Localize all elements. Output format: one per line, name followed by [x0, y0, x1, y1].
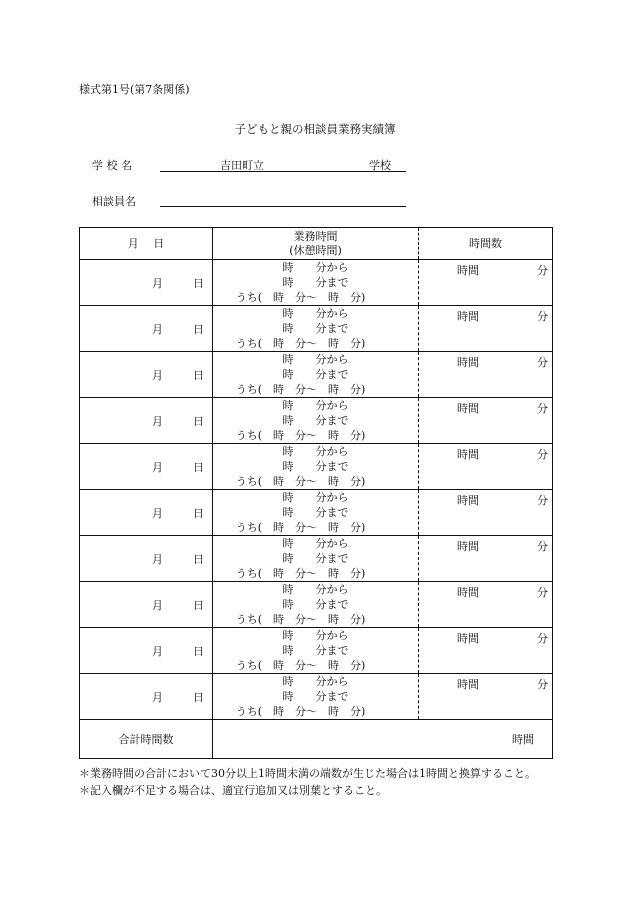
- day-label: 日: [193, 644, 204, 658]
- work-time-cell[interactable]: [213, 260, 419, 306]
- day-label: 日: [193, 460, 204, 474]
- form-number: 様式第1号(第7条関係): [79, 83, 190, 96]
- table-row: [80, 352, 553, 398]
- table-row: [80, 582, 553, 628]
- start-time-label: 時 分から: [282, 537, 349, 550]
- counselor-label: 相談員名: [92, 195, 136, 208]
- hour-unit-label: 時間: [457, 310, 479, 323]
- work-time-cell[interactable]: [213, 306, 419, 352]
- work-time-cell[interactable]: [213, 490, 419, 536]
- hour-unit-label: 時間: [457, 402, 479, 415]
- break-time-label: うち( 時 分～ 時 分): [235, 567, 366, 580]
- day-label: 日: [193, 690, 204, 704]
- hour-unit-label: 時間: [457, 632, 479, 645]
- work-time-cell[interactable]: [213, 628, 419, 674]
- work-time-cell[interactable]: [213, 352, 419, 398]
- minute-unit-label: 分: [537, 264, 548, 277]
- total-row: [80, 720, 553, 759]
- break-time-label: うち( 時 分～ 時 分): [235, 337, 366, 350]
- table-row: [80, 260, 553, 306]
- date-column-header: 月 日: [80, 228, 213, 260]
- end-time-label: 時 分まで: [282, 690, 349, 703]
- break-time-label: うち( 時 分～ 時 分): [235, 383, 366, 396]
- month-label: 月: [152, 276, 163, 290]
- day-label: 日: [193, 276, 204, 290]
- break-time-label: うち( 時 分～ 時 分): [235, 613, 366, 626]
- hour-unit-label: 時間: [457, 586, 479, 599]
- start-time-label: 時 分から: [282, 445, 349, 458]
- table-row: [80, 628, 553, 674]
- minute-unit-label: 分: [537, 586, 548, 599]
- counselor-name-line[interactable]: [160, 206, 406, 207]
- table-row: [80, 306, 553, 352]
- start-time-label: 時 分から: [282, 675, 349, 688]
- break-time-label: うち( 時 分～ 時 分): [235, 291, 366, 304]
- month-label: 月: [152, 690, 163, 704]
- start-time-label: 時 分から: [282, 583, 349, 596]
- hour-unit-label: 時間: [457, 448, 479, 461]
- hours-cell[interactable]: [419, 260, 553, 306]
- hours-cell[interactable]: [419, 306, 553, 352]
- hours-cell[interactable]: [419, 674, 553, 720]
- date-cell[interactable]: [80, 398, 213, 444]
- school-suffix: 学校: [369, 159, 391, 172]
- end-time-label: 時 分まで: [282, 552, 349, 565]
- break-time-label: うち( 時 分～ 時 分): [235, 429, 366, 442]
- day-label: 日: [193, 552, 204, 566]
- work-time-column-header: [213, 228, 419, 260]
- end-time-label: 時 分まで: [282, 276, 349, 289]
- start-time-label: 時 分から: [282, 399, 349, 412]
- break-time-label: うち( 時 分～ 時 分): [235, 521, 366, 534]
- day-label: 日: [193, 368, 204, 382]
- minute-unit-label: 分: [537, 448, 548, 461]
- date-cell[interactable]: [80, 306, 213, 352]
- work-log-table: [79, 227, 553, 759]
- date-cell[interactable]: [80, 352, 213, 398]
- date-cell[interactable]: [80, 674, 213, 720]
- hours-cell[interactable]: [419, 352, 553, 398]
- hours-cell[interactable]: [419, 490, 553, 536]
- table-row: [80, 536, 553, 582]
- end-time-label: 時 分まで: [282, 414, 349, 427]
- end-time-label: 時 分まで: [282, 506, 349, 519]
- work-time-cell[interactable]: [213, 444, 419, 490]
- hour-unit-label: 時間: [457, 356, 479, 369]
- date-cell[interactable]: [80, 260, 213, 306]
- start-time-label: 時 分から: [282, 261, 349, 274]
- end-time-label: 時 分まで: [282, 368, 349, 381]
- hours-cell[interactable]: [419, 628, 553, 674]
- table-row: [80, 398, 553, 444]
- total-hours-label: 合計時間数: [80, 720, 213, 759]
- month-label: 月: [152, 368, 163, 382]
- end-time-label: 時 分まで: [282, 598, 349, 611]
- work-time-cell[interactable]: [213, 398, 419, 444]
- break-time-label: うち( 時 分～ 時 分): [235, 705, 366, 718]
- total-hours-cell[interactable]: [213, 720, 553, 759]
- work-time-cell[interactable]: [213, 582, 419, 628]
- date-cell[interactable]: [80, 444, 213, 490]
- hour-unit-label: 時間: [457, 494, 479, 507]
- start-time-label: 時 分から: [282, 629, 349, 642]
- table-row: [80, 674, 553, 720]
- minute-unit-label: 分: [537, 402, 548, 415]
- month-label: 月: [152, 506, 163, 520]
- end-time-label: 時 分まで: [282, 460, 349, 473]
- day-label: 日: [193, 598, 204, 612]
- month-label: 月: [152, 552, 163, 566]
- date-cell[interactable]: [80, 536, 213, 582]
- hours-cell[interactable]: [419, 444, 553, 490]
- minute-unit-label: 分: [537, 678, 548, 691]
- end-time-label: 時 分まで: [282, 644, 349, 657]
- school-label: 学 校 名: [92, 159, 132, 172]
- month-label: 月: [152, 322, 163, 336]
- school-town: 吉田町立: [220, 159, 264, 172]
- day-label: 日: [193, 506, 204, 520]
- start-time-label: 時 分から: [282, 491, 349, 504]
- hour-unit-label: 時間: [457, 678, 479, 691]
- note-additional-rows: ＊記入欄が不足する場合は、適宜行追加又は別葉とすること。: [79, 784, 387, 797]
- month-label: 月: [152, 598, 163, 612]
- minute-unit-label: 分: [537, 356, 548, 369]
- hours-cell[interactable]: [419, 582, 553, 628]
- work-time-cell[interactable]: [213, 536, 419, 582]
- start-time-label: 時 分から: [282, 307, 349, 320]
- hour-unit-label: 時間: [457, 540, 479, 553]
- month-label: 月: [152, 644, 163, 658]
- minute-unit-label: 分: [537, 632, 548, 645]
- hours-cell[interactable]: [419, 398, 553, 444]
- hour-unit-label: 時間: [457, 264, 479, 277]
- break-time-label: うち( 時 分～ 時 分): [235, 475, 366, 488]
- table-row: [80, 490, 553, 536]
- hours-column-header: 時間数: [419, 228, 553, 260]
- date-cell[interactable]: [80, 490, 213, 536]
- document-title: 子どもと親の相談員業務実績簿: [234, 122, 396, 136]
- work-time-cell[interactable]: [213, 674, 419, 720]
- month-label: 月: [152, 414, 163, 428]
- minute-unit-label: 分: [537, 494, 548, 507]
- date-cell[interactable]: [80, 628, 213, 674]
- break-time-label: うち( 時 分～ 時 分): [235, 659, 366, 672]
- month-label: 月: [152, 460, 163, 474]
- work-time-header-line1: 業務時間: [293, 229, 338, 243]
- date-cell[interactable]: [80, 582, 213, 628]
- note-rounding: ＊業務時間の合計において30分以上1時間未満の端数が生じた場合は1時間と換算すること。: [79, 767, 536, 780]
- end-time-label: 時 分まで: [282, 322, 349, 335]
- day-label: 日: [193, 322, 204, 336]
- table-header-row: [80, 228, 553, 260]
- day-label: 日: [193, 414, 204, 428]
- table-row: [80, 444, 553, 490]
- minute-unit-label: 分: [537, 540, 548, 553]
- start-time-label: 時 分から: [282, 353, 349, 366]
- minute-unit-label: 分: [537, 310, 548, 323]
- work-time-header-line2: (休憩時間): [289, 243, 342, 257]
- hours-cell[interactable]: [419, 536, 553, 582]
- total-hours-unit: 時間: [512, 733, 534, 746]
